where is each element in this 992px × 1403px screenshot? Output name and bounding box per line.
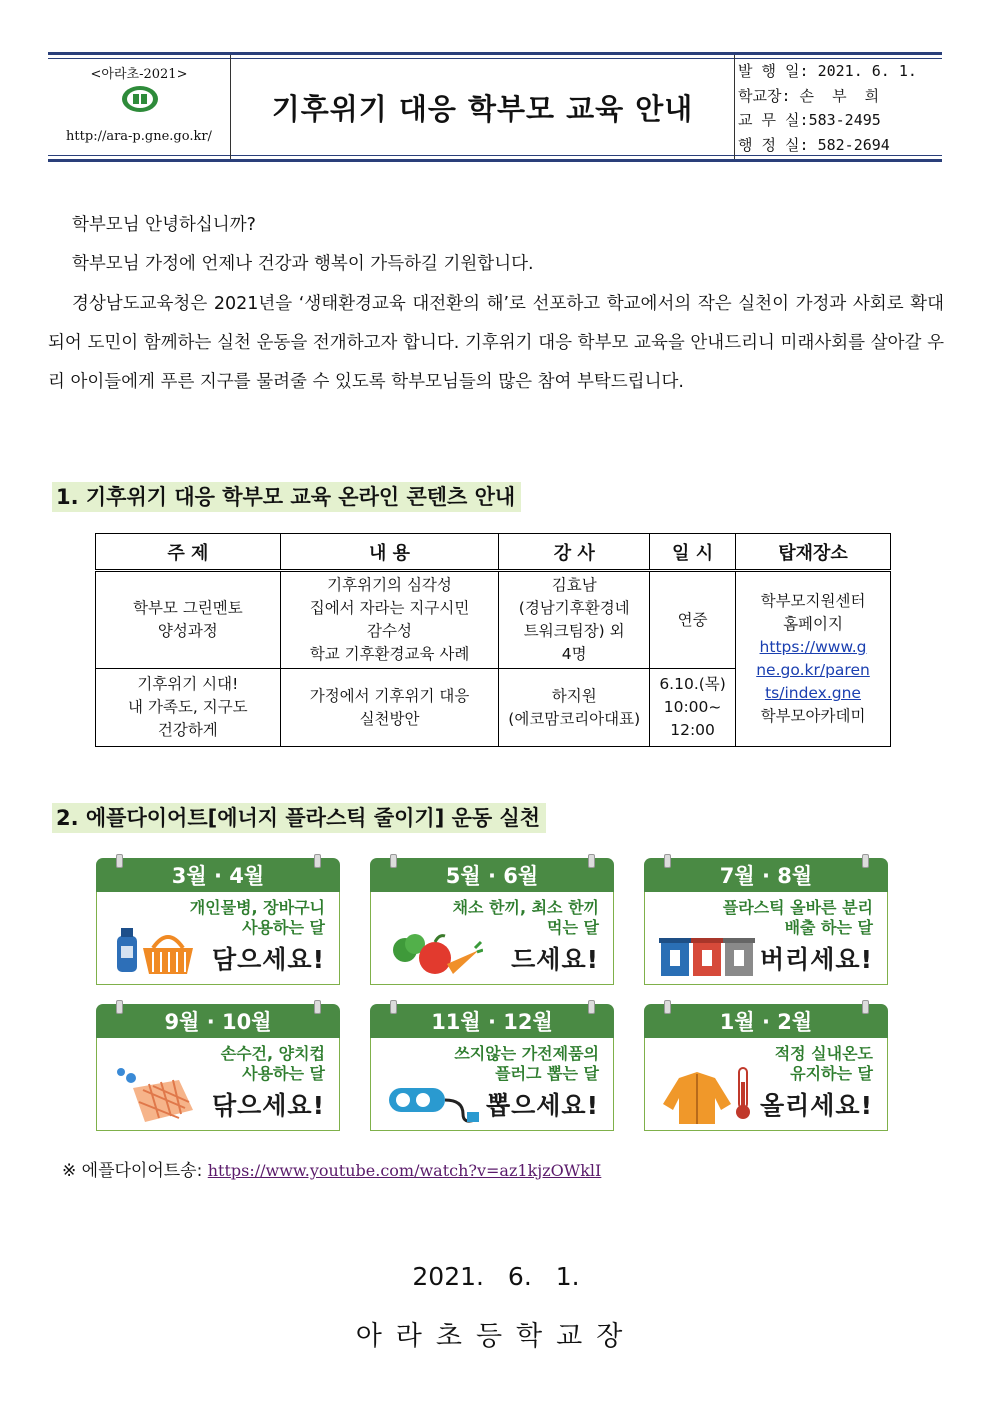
binder-ring-icon <box>390 1000 397 1014</box>
parents-site-link[interactable]: ts/index.gne <box>765 684 861 702</box>
wish: 학부모님 가정에 언제나 건강과 행복이 가득하길 기원합니다. <box>72 254 534 275</box>
binder-ring-icon <box>862 1000 869 1014</box>
song-link[interactable]: https://www.youtube.com/watch?v=az1kjzOWklI <box>207 1161 602 1180</box>
card-months: 11월 · 12월 <box>370 1004 614 1038</box>
calendar-card: 1월 · 2월 적정 실내온도 유지하는 달 올리세요! <box>644 1004 888 1132</box>
card-action: 버리세요! <box>759 945 873 974</box>
binder-ring-icon <box>588 1000 595 1014</box>
vegetables-icon <box>383 914 483 980</box>
table-row <box>96 571 891 669</box>
card-months: 1월 · 2월 <box>644 1004 888 1038</box>
power-strip-icon <box>383 1060 483 1126</box>
col-date: 일 시 <box>650 534 736 571</box>
parents-site-link[interactable]: https://www.g <box>759 638 867 656</box>
binder-ring-icon <box>390 854 397 868</box>
program-table <box>95 533 891 747</box>
calendar-card: 11월 · 12월 쓰지않는 가전제품의 플러그 뽑는 달 뽑으세요! <box>370 1004 614 1132</box>
section1-title: 1. 기후위기 대응 학부모 교육 온라인 콘텐츠 안내 <box>52 482 521 512</box>
card-action: 담으세요! <box>211 945 325 974</box>
table-header-row <box>96 534 891 571</box>
col-lecturer: 강 사 <box>499 534 650 571</box>
col-topic: 주 제 <box>96 534 281 571</box>
song-label: ※ 에플다이어트송: <box>62 1161 203 1181</box>
bottle-basket-icon <box>109 914 209 980</box>
cell-date: 6.10.(목) 10:00~ 12:00 <box>650 669 736 747</box>
footer-date: 2021. 6. 1. <box>412 1262 580 1291</box>
card-months: 9월 · 10월 <box>96 1004 340 1038</box>
footer-signer: 아라초등학교장 <box>355 1321 637 1352</box>
binder-ring-icon <box>664 1000 671 1014</box>
col-content: 내 용 <box>280 534 499 571</box>
binder-ring-icon <box>116 854 123 868</box>
calendar-card: 3월 · 4월 개인물병, 장바구니 사용하는 달 담으세요! <box>96 858 340 986</box>
cell-content: 가정에서 기후위기 대응 실천방안 <box>280 669 499 747</box>
jacket-thermometer-icon <box>657 1060 757 1126</box>
handkerchief-icon <box>109 1060 209 1126</box>
card-months: 7월 · 8월 <box>644 858 888 892</box>
cell-date: 연중 <box>650 571 736 669</box>
document-header <box>48 52 942 162</box>
cell-lecturer: 김효남 (경남기후환경네 트워크팀장) 외 4명 <box>499 571 650 669</box>
calendar-card: 9월 · 10월 손수건, 양치컵 사용하는 달 닦으세요! <box>96 1004 340 1132</box>
principal: 학교장: 손 부 희 <box>738 86 880 105</box>
section2-title: 2. 에플다이어트[에너지 플라스틱 줄이기] 운동 실천 <box>52 803 546 833</box>
school-logo-icon <box>121 85 159 113</box>
recycle-bins-icon <box>657 914 757 980</box>
cell-topic: 학부모 그린멘토 양성과정 <box>96 571 281 669</box>
card-action: 닦으세요! <box>211 1091 325 1120</box>
document-title: 기후위기 대응 학부모 교육 안내 <box>231 55 735 159</box>
school-url[interactable]: http://ara-p.gne.go.kr/ <box>66 129 212 144</box>
admin-phone: 행 정 실: 582-2694 <box>738 135 890 154</box>
cell-place: 학부모지원센터 홈페이지 https://www.g ne.go.kr/paren ts/index.gne 학부모아카데미 <box>736 571 891 747</box>
binder-ring-icon <box>664 854 671 868</box>
binder-ring-icon <box>314 1000 321 1014</box>
parents-site-link[interactable]: ne.go.kr/paren <box>756 661 870 679</box>
binder-ring-icon <box>862 854 869 868</box>
card-months: 3월 · 4월 <box>96 858 340 892</box>
song-note <box>62 1156 601 1181</box>
binder-ring-icon <box>314 854 321 868</box>
calendar-card: 7월 · 8월 플라스틱 올바른 분리 배출 하는 달 버리세요! <box>644 858 888 986</box>
intro-body: 경상남도교육청은 2021년을 ‘생태환경교육 대전환의 해’로 선포하고 학교에서의 작은 실천이 가정과 사회로 확대되어 도민이 함께하는 실천 운동을 전개하고자 합니다. 기후위기 대응 학부모 교육을 안내드리니 미래사회를 살아갈 우리 아이들에게 푸른 지구를 물려줄 수 있도록 학부모님들의 많은 참여 부탁드립니다. <box>48 293 944 393</box>
card-months: 5월 · 6월 <box>370 858 614 892</box>
issue-date: 발 행 일: 2021. 6. 1. <box>738 62 917 80</box>
header-info <box>738 59 942 157</box>
office-phone: 교 무 실:583-2495 <box>738 111 881 129</box>
intro-text <box>48 206 944 402</box>
school-code: <아라초-2021> <box>90 67 188 82</box>
col-place: 탑재장소 <box>736 534 891 571</box>
cell-topic: 기후위기 시대! 내 가족도, 지구도 건강하게 <box>96 669 281 747</box>
school-id-block <box>48 55 231 159</box>
cell-lecturer: 하지원 (에코맘코리아대표) <box>499 669 650 747</box>
greeting: 학부모님 안녕하십니까? <box>72 215 256 235</box>
cell-content: 기후위기의 심각성 집에서 자라는 지구시민 감수성 학교 기후환경교육 사례 <box>280 571 499 669</box>
card-action: 뽑으세요! <box>485 1091 599 1120</box>
card-action: 드세요! <box>511 945 599 974</box>
calendar-card: 5월 · 6월 채소 한끼, 최소 한끼 먹는 달 드세요! <box>370 858 614 986</box>
card-action: 올리세요! <box>759 1091 873 1120</box>
binder-ring-icon <box>116 1000 123 1014</box>
binder-ring-icon <box>588 854 595 868</box>
